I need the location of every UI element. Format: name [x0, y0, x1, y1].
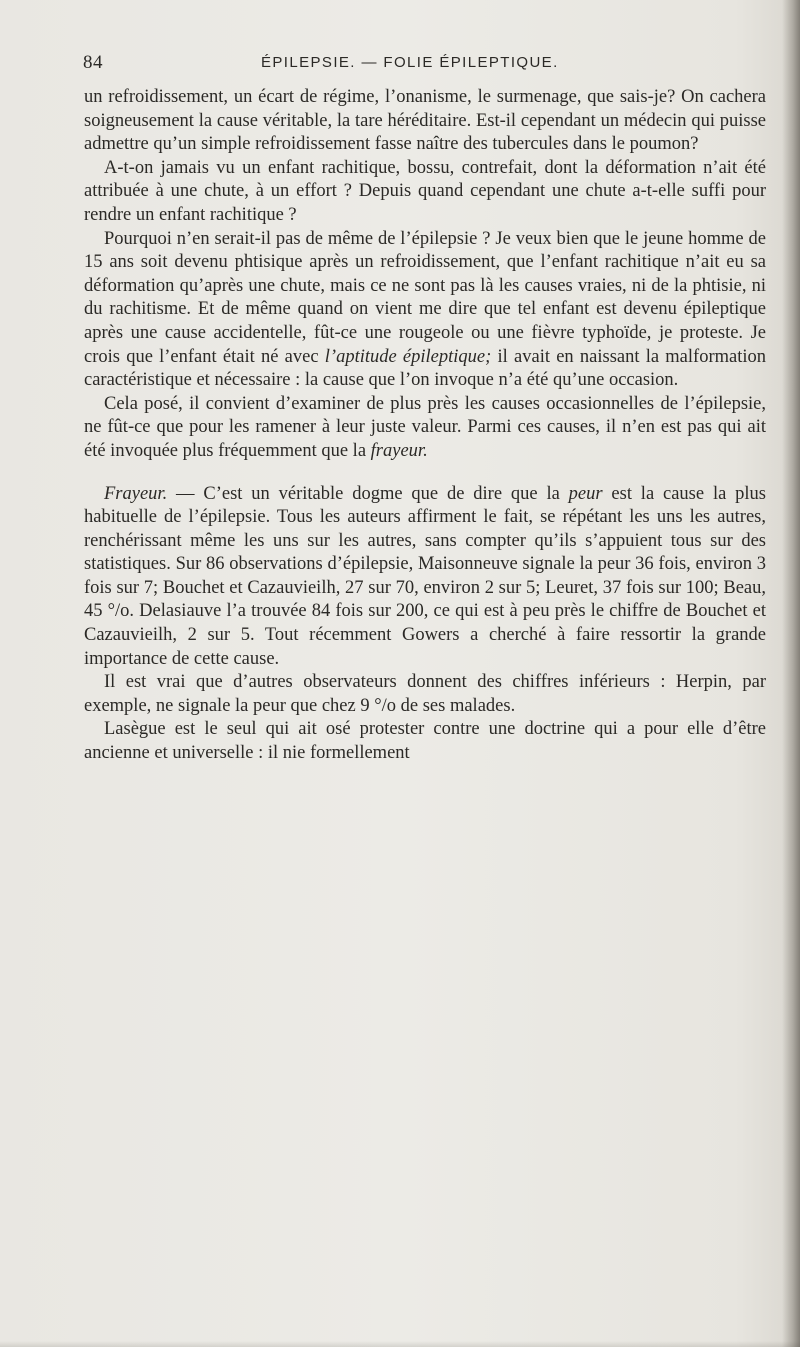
section-heading-frayeur: Frayeur.	[104, 483, 168, 504]
paragraph-3-text-b: il avait en naissant la malformation caractéristique et nécessaire : la cause que l’on invoque n’a été qu’une occasion.	[84, 346, 766, 391]
section-text-b: est la cause la plus habituelle de l’épilepsie. Tous les auteurs affirment le fait, se répétant les uns les autres, renchérissant même les uns sur les autres, sans compter qu’ils s’appuient tous sur des statistiques. Sur 86 observations d’épilepsie, Maisonneuve signale la peur 36 fois, environ 3 fois sur 7; Bouchet et Cazauvieilh, 27 sur 70, environ 2 sur 5; Leuret, 37 fois sur 100; Beau, 45 °/o. Delasiauve l’a trouvée 84 fois sur 200, ce qui est à peu près le chiffre de Bouchet et Cazauvieilh, 2 sur 5. Tout récemment Gowers a cherché à faire ressortir la grande importance de cette cause.	[84, 483, 766, 669]
section-text-a: — C’est un véritable dogme que de dire que la	[167, 483, 569, 504]
section-italic-peur: peur	[568, 483, 603, 504]
paragraph-6: Il est vrai que d’autres observateurs donnent des chiffres inférieurs : Herpin, par exemple, ne signale la peur que chez 9 °/o de ses malades.	[84, 672, 766, 716]
paragraph-3	[84, 228, 766, 393]
page-edge-shadow	[782, 0, 800, 1347]
paragraph-2: A-t-on jamais vu un enfant rachitique, bossu, contrefait, dont la déformation n’ait été attribuée à une chute, à un effort ? Depuis quand cependant une chute a-t-elle suffi pour rendre un enfant rachitique ?	[84, 157, 766, 225]
page-header	[83, 52, 773, 78]
page-number: 84	[83, 52, 103, 73]
paragraph-1: un refroidissement, un écart de régime, l’onanisme, le surmenage, que sais-je? On cachera soigneusement la cause véritable, la tare héréditaire. Est-il cependant un médecin qui puisse admettre qu’un simple refroidissement fasse naître des tubercules dans le poumon?	[84, 87, 766, 155]
page-bottom-shadow	[0, 1341, 800, 1347]
paragraph-4	[84, 393, 766, 464]
paragraph-4-italic: frayeur.	[370, 440, 428, 461]
section-frayeur	[84, 483, 766, 672]
body-text	[84, 86, 766, 766]
paragraph-3-italic: l’aptitude épileptique;	[324, 346, 492, 367]
paragraph-3-text-a: Pourquoi n’en serait-il pas de même de l’épilepsie ? Je veux bien que le jeune homme de 15 ans soit devenu phtisique après un refroidissement, que l’enfant rachitique n’ait eu sa déformation qu’après une chute, mais ce ne sont pas là les causes vraies, ni de la phtisie, ni du rachitisme. Et de même quand on vient me dire que tel enfant est devenu épileptique après une cause accidentelle, fût-ce une rougeole ou une fièvre typhoïde, je proteste. Je crois que l’enfant était né avec	[84, 228, 766, 367]
paragraph-4-text: Cela posé, il convient d’examiner de plus près les causes occasionnelles de l’épilepsie, ne fût-ce que pour les ramener à leur juste valeur. Parmi ces causes, il n’en est pas qui ait été invoquée plus fréquemment que la	[84, 393, 766, 461]
running-title: ÉPILEPSIE. — FOLIE ÉPILEPTIQUE.	[261, 54, 559, 71]
paragraph-7: Lasègue est le seul qui ait osé protester contre une doctrine qui a pour elle d’être ancienne et universelle : il nie formellement	[84, 719, 766, 764]
